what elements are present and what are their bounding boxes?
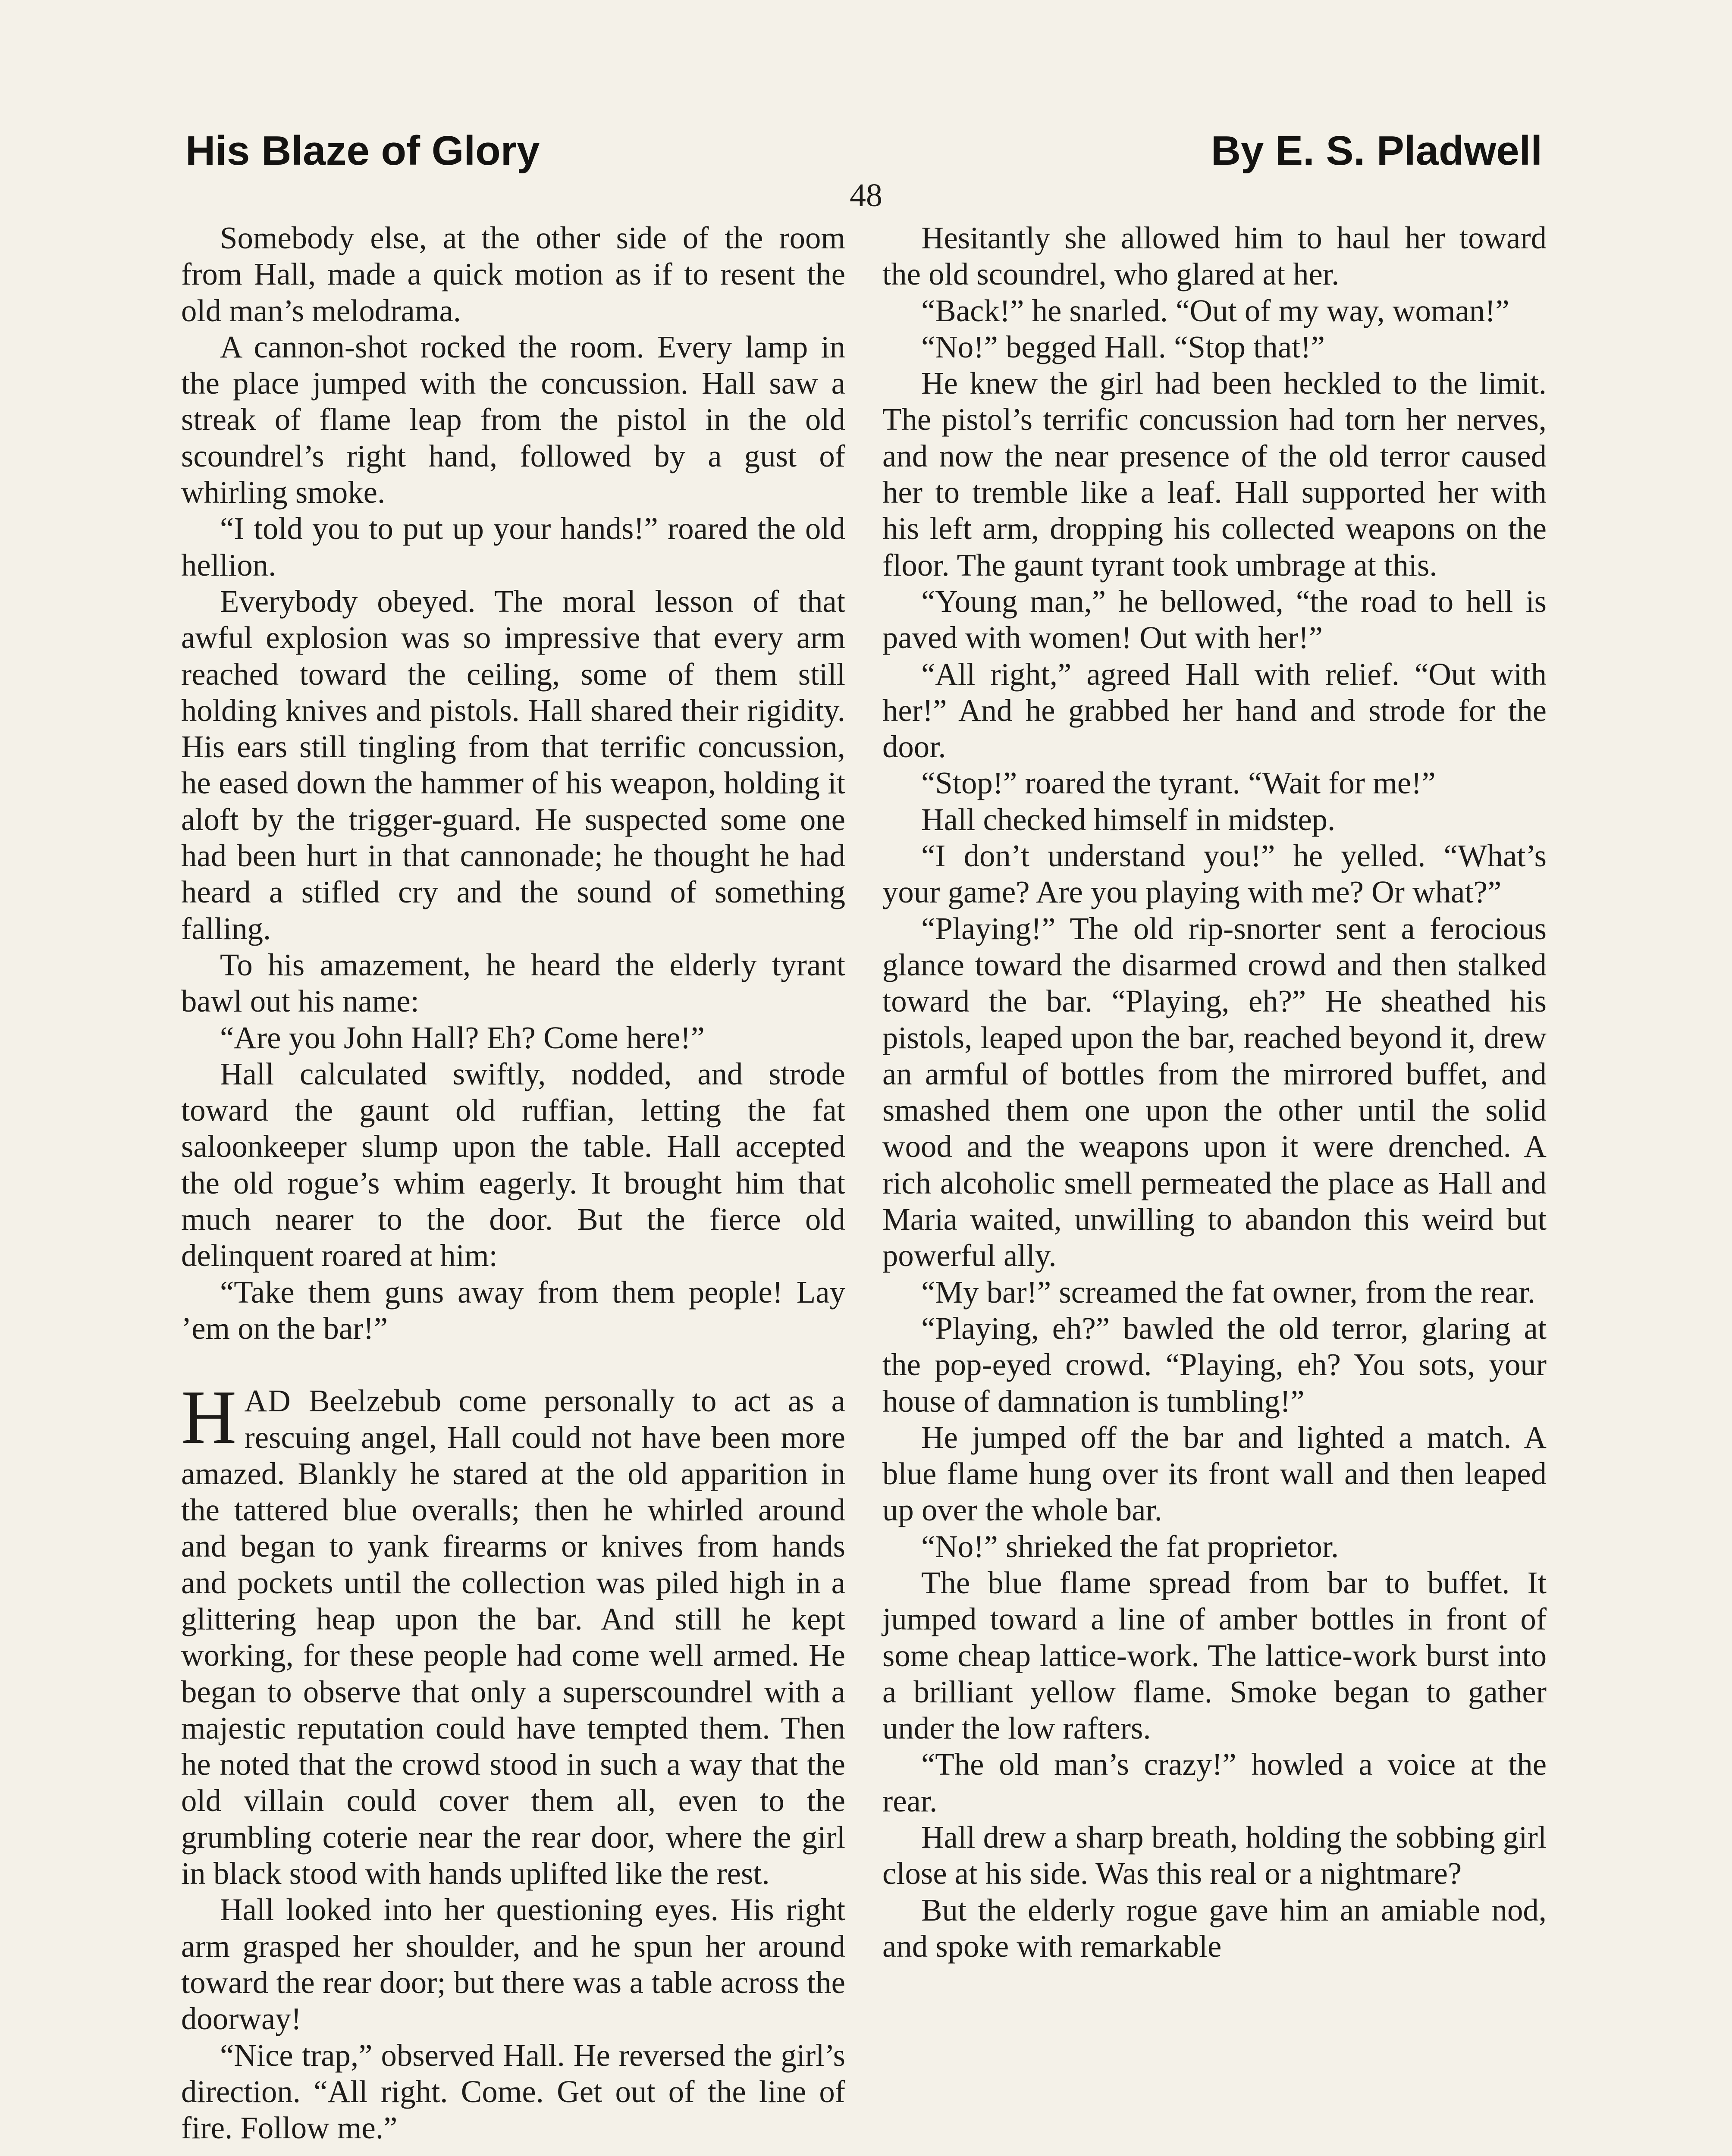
paragraph: “Playing, eh?” bawled the old terror, glaring at the pop-eyed crowd. “Playing, eh? You sots, your house of damnation is tumbling!” bbox=[882, 1310, 1547, 1419]
paragraph: “All right,” agreed Hall with relief. “Out with her!” And he grabbed her hand and strode for the door. bbox=[882, 656, 1547, 765]
paragraph: “Stop!” roared the tyrant. “Wait for me!” bbox=[921, 765, 1436, 801]
author-byline: By E. S. Pladwell bbox=[1211, 128, 1542, 174]
story-title: His Blaze of Glory bbox=[185, 128, 540, 174]
page-number: 48 bbox=[850, 177, 882, 213]
paragraph: Hall looked into her questioning eyes. His right arm grasped her shoulder, and he spun her around toward the rear door; but there was a table across the doorway! bbox=[181, 1892, 845, 2037]
paragraph: “Playing!” The old rip-snorter sent a ferocious glance toward the disarmed crowd and then stalked toward the bar. “Playing, eh?” He sheathed his pistols, leaped upon the bar, reached beyond it, drew an armful of bottles from the mirrored buffet, and smashed them one upon the other until the solid wood and the weapons upon it were drenched. A rich alcoholic smell permeated the place as Hall and Maria waited, unwilling to abandon this weird but powerful ally. bbox=[882, 911, 1547, 1273]
paragraph: Hall calculated swiftly, nodded, and strode toward the gaunt old ruffian, letting the fat saloonkeeper slump upon the table. Hall accepted the old rogue’s whim eagerly. It brought him that much nearer to the door. But the fierce old delinquent roared at him: bbox=[181, 1056, 845, 1273]
paragraph: Hall drew a sharp breath, holding the sobbing girl close at his side. Was this real or a nightmare? bbox=[882, 1820, 1547, 1891]
paragraph: To his amazement, he heard the elderly tyrant bawl out his name: bbox=[181, 947, 845, 1019]
paragraph: “No!” shrieked the fat proprietor. bbox=[921, 1529, 1339, 1564]
paragraph: “No!” begged Hall. “Stop that!” bbox=[921, 329, 1325, 364]
section-opening-paragraph bbox=[181, 1374, 845, 1892]
paragraph: A cannon-shot rocked the room. Every lamp in the place jumped with the concussion. Hall saw a streak of flame leap from the pistol in the old scoundrel’s right hand, followed by a gust of whirling smoke. bbox=[181, 329, 845, 510]
right-column bbox=[882, 220, 1547, 1965]
paragraph: But the elderly rogue gave him an amiable nod, and spoke with remarkable bbox=[882, 1892, 1547, 1964]
paragraph: “My bar!” screamed the fat owner, from the rear. bbox=[921, 1274, 1536, 1310]
paragraph: “Nice trap,” observed Hall. He reversed the girl’s direction. “All right. Come. Get out of the line of fire. Follow me.” bbox=[181, 2037, 845, 2146]
paragraph: Everybody obeyed. The moral lesson of that awful explosion was so impressive that every arm reached toward the ceiling, some of them still holding knives and pistols. Hall shared their rigidity. His ears still tingling from that terrific concussion, he eased down the hammer of his weapon, holding it aloft by the trigger-guard. He suspected some one had been hurt in that cannonade; he thought he had heard a stifled cry and the sound of something falling. bbox=[181, 583, 845, 946]
section-text: Beelzebub come personally to act as a rescuing angel, Hall could not have been more amazed. Blankly he stared at the old apparition in the tattered blue overalls; then he whirled around and began to yank firearms or knives from hands and pockets until the collection was piled high in a glittering heap upon the bar. And still he kept working, for these people had come well armed. He began to observe that only a superscoundrel with a majestic reputation could have tempted them. Then he noted that the crowd stood in such a way that the old villain could cover them all, even to the grumbling coterie near the rear door, where the girl in black stood with hands uplifted like the rest. bbox=[181, 1383, 845, 1891]
paragraph: He jumped off the bar and lighted a match. A blue flame hung over its front wall and then leaped up over the whole bar. bbox=[882, 1420, 1547, 1528]
drop-cap: H bbox=[181, 1374, 237, 1460]
paragraph: He knew the girl had been heckled to the limit. The pistol’s terrific concussion had torn her nerves, and now the near presence of the old terror caused her to tremble like a leaf. Hall supported her with his left arm, dropping his collected weapons on the floor. The gaunt tyrant took umbrage at this. bbox=[882, 366, 1547, 583]
paragraph: Somebody else, at the other side of the room from Hall, made a quick motion as if to resent the old man’s melodrama. bbox=[181, 220, 845, 328]
paragraph: “Take them guns away from them people! Lay ’em on the bar!” bbox=[181, 1274, 845, 1346]
paragraph: Hesitantly she allowed him to haul her toward the old scoundrel, who glared at her. bbox=[882, 220, 1547, 292]
small-caps-lead: AD bbox=[244, 1383, 292, 1419]
paragraph: “I told you to put up your hands!” roared the old hellion. bbox=[181, 511, 845, 583]
paragraph: “The old man’s crazy!” howled a voice at the rear. bbox=[882, 1747, 1547, 1818]
paragraph: Hall checked himself in midstep. bbox=[921, 802, 1336, 837]
paragraph: “Young man,” he bellowed, “the road to hell is paved with women! Out with her!” bbox=[882, 583, 1547, 655]
paragraph: “Back!” he snarled. “Out of my way, woman!” bbox=[921, 293, 1509, 328]
paragraph: The blue flame spread from bar to buffet. It jumped toward a line of amber bottles in front of some cheap lattice-work. The lattice-work burst into a brilliant yellow flame. Smoke began to gather under the low rafters. bbox=[882, 1565, 1547, 1746]
paragraph: “I don’t understand you!” he yelled. “What’s your game? Are you playing with me? Or what?” bbox=[882, 838, 1547, 910]
left-column bbox=[181, 220, 845, 2146]
paragraph: “Are you John Hall? Eh? Come here!” bbox=[220, 1020, 705, 1055]
